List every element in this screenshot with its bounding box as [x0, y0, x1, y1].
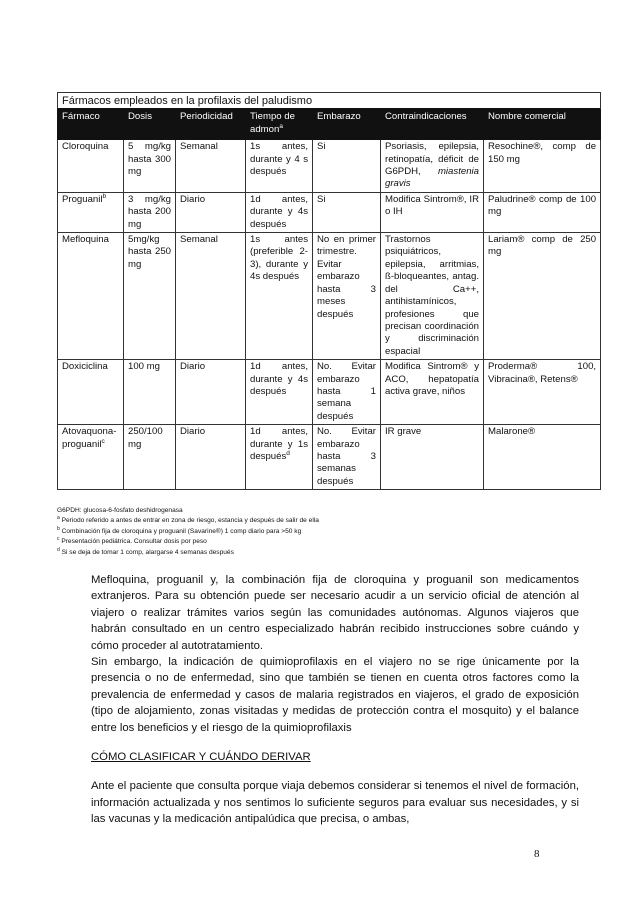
cell-periodicidad: Diario: [176, 425, 246, 490]
cell-embarazo: Si: [313, 140, 381, 193]
tiempo-label: 1s antes, durante y 4 s después: [250, 141, 308, 178]
cell-nombre-comercial: Lariam® comp de 250 mg: [484, 233, 601, 360]
footnote-mark: d: [57, 546, 60, 553]
tiempo-label: 1s antes (preferible 2-3), durante y 4s después: [250, 234, 308, 283]
cell-tiempo: [246, 425, 313, 490]
table-row: [58, 192, 601, 232]
header-periodicidad: Periodicidad: [176, 109, 246, 140]
cell-farmaco: [58, 140, 124, 193]
footnote-mark: a: [57, 515, 60, 522]
page-number: 8: [534, 848, 540, 860]
cell-contraindicaciones: [381, 192, 484, 232]
table-row: [58, 140, 601, 193]
cell-farmaco: [58, 360, 124, 425]
header-tiempo-sup: a: [279, 122, 283, 130]
cell-periodicidad: Semanal: [176, 233, 246, 360]
table-caption: Fármacos empleados en la profilaxis del paludismo: [58, 93, 601, 109]
tiempo-label: 1d antes, durante y 4s después: [250, 193, 308, 230]
cell-farmaco: [58, 192, 124, 232]
table-row: [58, 425, 601, 490]
footnote-text: Combinación fija de cloroquina y proguanil (Savarine®) 1 comp diario para >50 kg: [59, 527, 302, 535]
cell-periodicidad: Semanal: [176, 140, 246, 193]
cell-periodicidad: Diario: [176, 360, 246, 425]
cell-embarazo: No. Evitar embarazo hasta 1 semana después: [313, 360, 381, 425]
cell-contraindicaciones: [381, 425, 484, 490]
cell-periodicidad: Diario: [176, 192, 246, 232]
farmaco-label: Atovaquona-proguanil: [62, 426, 117, 450]
cell-nombre-comercial: Proderma® 100, Vibracina®, Retens®: [484, 360, 601, 425]
cell-embarazo: No en primer trimestre. Evitar embarazo hasta 3 meses después: [313, 233, 381, 360]
footnote-mark: b: [57, 525, 60, 532]
header-tiempo: [246, 109, 313, 140]
header-nombre-comercial: Nombre comercial: [484, 109, 601, 140]
table-header-row: [58, 109, 601, 140]
cell-dosis: 250/100 mg: [124, 425, 176, 490]
cell-nombre-comercial: Malarone®: [484, 425, 601, 490]
cell-contraindicaciones: [381, 360, 484, 425]
contra-label: Modifica Sintrom®, IR o IH: [385, 193, 479, 218]
cell-dosis: 5 mg/kg hasta 300 mg: [124, 140, 176, 193]
header-embarazo: Embarazo: [313, 109, 381, 140]
table-row: [58, 360, 601, 425]
footnote: [57, 548, 600, 558]
footnote-mark: c: [57, 536, 60, 543]
footnote-text: G6PDH: glucosa-6-fosfato deshidrogenasa: [57, 507, 183, 514]
footnote-text: Si se deja de tomar 1 comp, alargarse 4 semanas después: [59, 548, 234, 556]
cell-dosis: 3 mg/kg hasta 200 mg: [124, 192, 176, 232]
cell-farmaco: [58, 425, 124, 490]
farmaco-sup: b: [102, 192, 107, 200]
table-row: [58, 233, 601, 360]
cell-contraindicaciones: [381, 140, 484, 193]
cell-farmaco: [58, 233, 124, 360]
cell-nombre-comercial: Resochine®, comp de 150 mg: [484, 140, 601, 193]
contra-label: Trastornos psiquiátricos, epilepsia, arritmias, ß-bloqueantes, antag. del Ca++, antihistamínicos, profesiones que precisan coordinación y discriminación espacial: [385, 234, 479, 357]
paragraph: Mefloquina, proguanil y, la combinación fija de cloroquina y proguanil son medicamentos extranjeros. Para su obtención puede ser necesario acudir a un servicio oficial de atención al viajero o realizar trámites varios según las comunidades autónomas. Algunos viajeros que habrán consultado en un centro especializado habrán recibido instrucciones sobre cuándo y cómo proceder al autotratamiento.: [91, 574, 579, 652]
cell-tiempo: [246, 233, 313, 360]
contra-label: IR grave: [385, 426, 422, 438]
tiempo-label: 1d antes, durante y 4s después: [250, 361, 308, 397]
cell-embarazo: No. Evitar embarazo hasta 3 semanas después: [313, 425, 381, 490]
contra-italic: miastenia gravis: [385, 166, 479, 190]
footnote-text: Presentación pediátrica. Consultar dosis por peso: [59, 538, 207, 546]
drug-table-container: [57, 92, 600, 490]
cell-dosis: 5mg/kg hasta 250 mg: [124, 233, 176, 360]
paragraph: Sin embargo, la indicación de quimioprofilaxis en el viajero no se rige únicamente por la presencia o no de enfermedad, sino que también se tienen en cuenta otros factores como la prevalencia de enfermedad y casos de malaria registrados en viajeros, el grado de exposición (tipo de alojamiento, zonas visitadas y medidas de protección contra el mosquito) y el balance entre los beneficios y el riesgo de la quimioprofilaxis: [91, 656, 579, 734]
cell-dosis: 100 mg: [124, 360, 176, 425]
header-contraindicaciones: Contraindicaciones: [381, 109, 484, 140]
body-text: [91, 572, 579, 828]
farmaco-label: Doxiciclina: [62, 361, 108, 373]
contra-label: Psoriasis, epilepsia, retinopatía, déficit de G6PDH,: [385, 141, 479, 178]
footnote: [57, 537, 600, 547]
cell-tiempo: [246, 140, 313, 193]
header-farmaco: Fármaco: [58, 109, 124, 140]
tiempo-label: 1d antes, durante y 1s después: [250, 426, 308, 462]
cell-tiempo: [246, 360, 313, 425]
footnote-text: Periodo referido a antes de entrar en zona de riesgo, estancia y después de salir de ella: [59, 517, 319, 525]
table-caption-row: [58, 93, 601, 109]
table-footnotes: [57, 506, 600, 558]
farmaco-label: Cloroquina: [62, 141, 109, 153]
section-heading: CÓMO CLASIFICAR Y CUÁNDO DERIVAR: [91, 751, 311, 764]
cell-tiempo: [246, 192, 313, 232]
farmaco-sup: c: [101, 437, 105, 445]
contra-label: Modifica Sintrom® y ACO, hepatopatía activa grave, niños: [385, 361, 479, 397]
footnote: [57, 506, 600, 516]
header-tiempo-label: Tiempo de admon: [250, 111, 295, 135]
farmaco-label: Proguanil: [62, 193, 103, 205]
cell-nombre-comercial: Paludrine® comp de 100 mg: [484, 192, 601, 232]
footnote: [57, 527, 600, 537]
cell-contraindicaciones: [381, 233, 484, 360]
antimalarial-drugs-table: [57, 92, 601, 490]
footnote: [57, 516, 600, 526]
paragraph: Ante el paciente que consulta porque viaja debemos considerar si tenemos el nivel de formación, información actualizada y nos sentimos lo suficiente seguros para evaluar sus necesidades, y si las vacunas y la medicación antipalúdica que precisa, o ambas,: [91, 780, 579, 826]
farmaco-label: Mefloquina: [62, 234, 109, 246]
tiempo-sup: d: [286, 449, 290, 457]
cell-embarazo: Si: [313, 192, 381, 232]
header-dosis: Dosis: [124, 109, 176, 140]
